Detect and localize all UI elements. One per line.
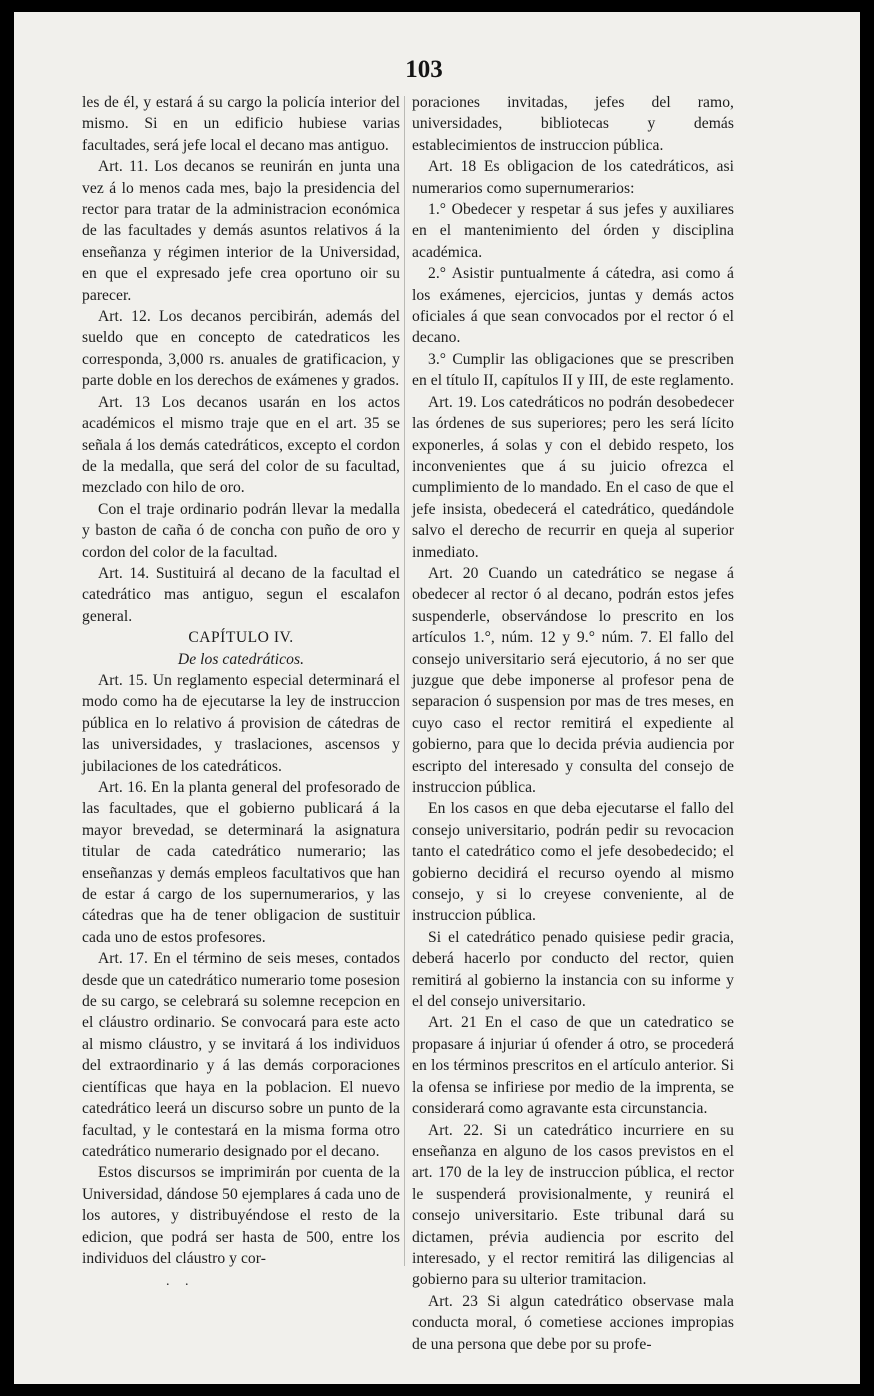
article-16: Art. 16. En la planta general del profesorado de las facultades, que el gobierno publicará á la mayor brevedad, se determinará la asignatura titular de cada catedrático numerario; las enseñanzas y demás empleos facultativos que han de estar á cargo de los supernumerarios, y las cátedras que ha de tener obligacion de sustituir cada uno de estos profesores. (82, 779, 400, 946)
page-number: 103 (405, 56, 443, 83)
article-13: Art. 13 Los decanos usarán en los actos académicos el mismo traje que en el art. 35 se señala á los demás catedráticos, excepto el cordon de la medalla, que será del color de su facultad, mezclado con hilo de oro. (82, 393, 400, 497)
bottom-marks: . . (166, 1274, 195, 1289)
article-17: Art. 17. En el término de seis meses, contados desde que un catedrático numerario tome posesion de su cargo, se celebrará su solemne recepcion en el cláustro ordinario. Se convocará para este acto al mismo cláustro, y se invitará á los individuos del extraordinario y á las demás corporaciones científicas que haya en la poblacion. El nuevo catedrático leerá un discurso sobre un punto de la facultad, y le contestará en la misma forma otro catedrático numerario designado por el decano. (82, 950, 400, 1160)
list-item: 3.° Cumplir las obligaciones que se prescriben en el título II, capítulos II y III, de este reglamento. (412, 350, 734, 390)
paragraph: Estos discursos se imprimirán por cuenta de la Universidad, dándose 50 ejemplares á cada uno de los autores, y distribuyéndose el resto de la edicion, que podrá ser hasta de 500, entre los individuos del cláustro y cor- (82, 1164, 400, 1267)
chapter-title: CAPÍTULO IV. (188, 629, 294, 647)
left-column (82, 92, 400, 1269)
paragraph: poraciones invitadas, jefes del ramo, universidades, bibliotecas y demás establecimientos de instruccion pública. (412, 94, 734, 154)
paragraph: les de él, y estará á su cargo la policía interior del mismo. Si en un edificio hubiese varias facultades, será jefe local el decano mas antiguo. (82, 94, 400, 154)
list-item: 1.° Obedecer y respetar á sus jefes y auxiliares en el mantenimiento del órden y disciplina académica. (412, 201, 734, 261)
paragraph: Si el catedrático penado quisiese pedir gracia, deberá hacerlo por conducto del rector, quien remitirá al gobierno la instancia con su informe y el del consejo universitario. (412, 928, 734, 1011)
article-12: Art. 12. Los decanos percibirán, además del sueldo que en concepto de catedraticos les corresponda, 3,000 rs. anuales de gratificacion, y parte doble en los derechos de exámenes y grados. (82, 308, 400, 390)
article-21: Art. 21 En el caso de que un catedratico se propasare á injuriar ú ofender á otro, se procederá en los términos prescritos en el artículo anterior. Si la ofensa se infiriese por medio de la imprenta, se considerará como agravante esta circunstancia. (412, 1014, 734, 1118)
article-11: Art. 11. Los decanos se reunirán en junta una vez á lo menos cada mes, bajo la presidencia del rector para tratar de la administracion económica de las facultades y demás asuntos relativos á la enseñanza y régimen interior de la Universidad, en que el expresado jefe crea oportuno oir su parecer. (82, 158, 400, 304)
article-19: Art. 19. Los catedráticos no podrán desobedecer las órdenes de sus superiores; pero les será lícito exponerles, á solas y con el debido respeto, los inconvenientes que á su juicio ofrezca el cumplimiento de lo mandado. En el caso de que el jefe insista, obedecerá el catedrático, quedándole salvo el derecho de recurrir en queja al superior inmediato. (412, 393, 734, 561)
chapter-subtitle: De los catedráticos. (177, 650, 305, 668)
column-divider (404, 96, 405, 1266)
article-22: Art. 22. Si un catedrático incurriere en su enseñanza en alguno de los casos previstos en el art. 170 de la ley de instruccion pública, el rector le suspenderá provisionalmente, y reunirá el consejo universitario. Este tribunal dará su dictamen, prévia audiencia por escrito del interesado, y el rector remitirá las diligencias al gobierno para su ulterior tramitacion. (412, 1121, 734, 1289)
document-page (14, 12, 860, 1384)
paragraph: En los casos en que deba ejecutarse el fallo del consejo universitario, podrán pedir su revocacion tanto el catedrático como el jefe desobedecido; el gobierno decidirá el recurso oyendo al mismo consejo, y si lo creyese conveniente, al de instruccion pública. (412, 800, 734, 925)
paragraph: Con el traje ordinario podrán llevar la medalla y baston de caña ó de concha con puño de oro y cordon del color de la facultad. (82, 500, 400, 561)
article-18: Art. 18 Es obligacion de los catedráticos, asi numerarios como supernumerarios: (412, 158, 734, 197)
list-item: 2.° Asistir puntualmente á cátedra, asi como á los exámenes, ejercicios, juntas y demás actos oficiales á que sean convocados por el rector ó el decano. (412, 265, 734, 347)
right-column (412, 92, 734, 1355)
article-23: Art. 23 Si algun catedrático observase mala conducta moral, ó cometiese acciones impropias de una persona que debe por su profe- (412, 1292, 734, 1353)
article-15: Art. 15. Un reglamento especial determinará el modo como ha de ejecutarse la ley de instruccion pública en lo relativo á provision de cátedras de las universidades, y traslaciones, ascensos y jubilaciones de los catedráticos. (82, 671, 400, 775)
article-20: Art. 20 Cuando un catedrático se negase á obedecer al rector ó al decano, podrán estos jefes suspenderle, observándose lo prescrito en los artículos 1.°, núm. 12 y 9.° núm. 7. El fallo del consejo universitario será ejecutorio, á no ser que juzgue que debe imponerse al profesor pena de separacion ó suspension por mas de tres meses, en cuyo caso el rector remitirá el expediente al gobierno, para que lo decida prévia audiencia por escripto del interesado y consulta del consejo de instruccion pública. (412, 564, 734, 796)
article-14: Art. 14. Sustituirá al decano de la facultad el catedrático mas antiguo, segun el escalafon general. (82, 564, 400, 625)
